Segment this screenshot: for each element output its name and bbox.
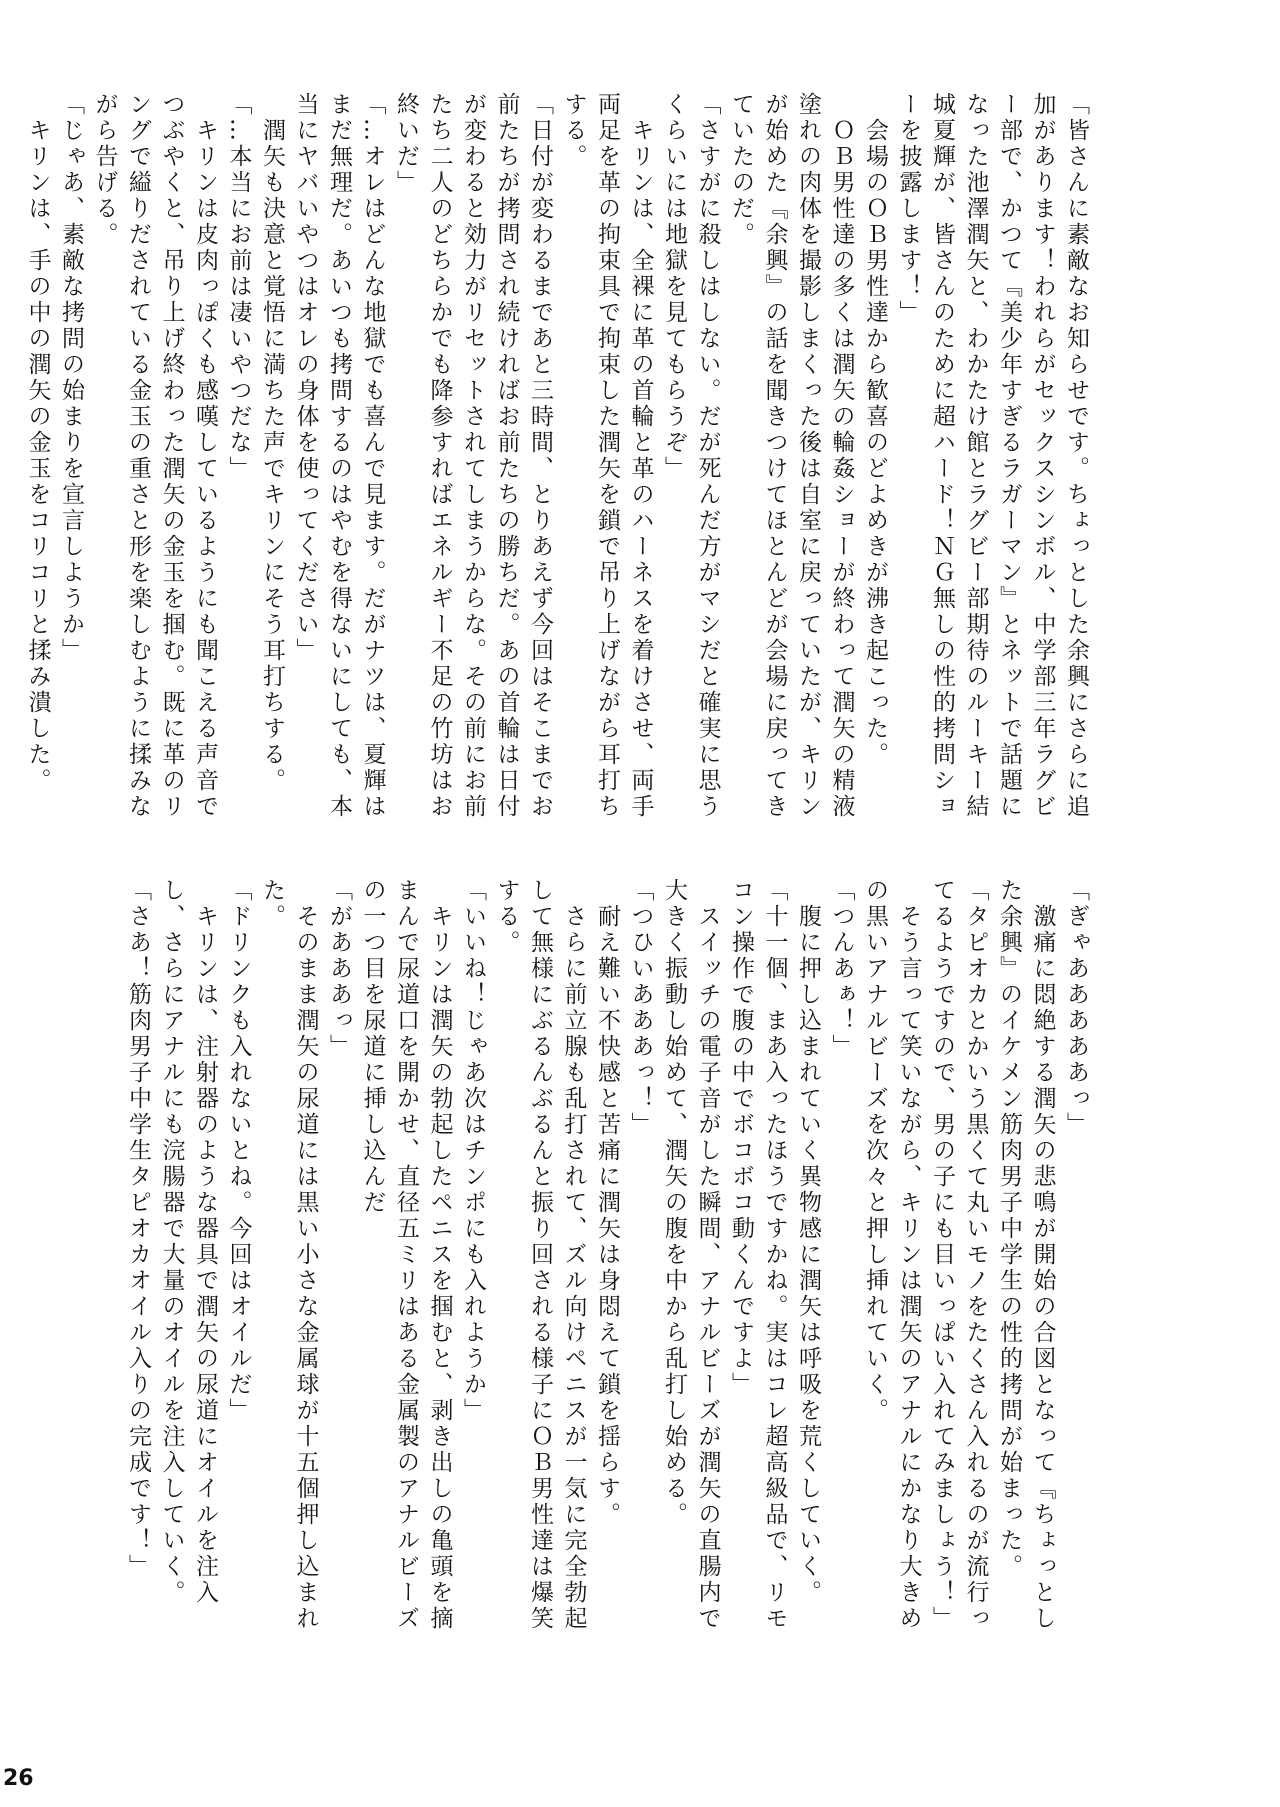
paragraph: 耐え難い不快感と苦痛に潤矢は身悶えて鎖を揺らす。 (594, 878, 620, 1528)
paragraph: さらに前立腺も乱打されて、ズル向けペニスが一気に完全勃起して無様にぶるんぶるんと振り回される様子にＯＢ男性達は爆笑する。 (493, 878, 587, 1632)
paragraph: キリンは潤矢の勃起したペニスを掴むと、剥き出しの亀頭を摘まんで尿道口を開かせ、直径五ミリはある金属製のアナルビーズの一つ目を尿道に挿し込んだ (359, 878, 453, 1632)
paragraph: 「つんあぁ！」 (828, 878, 855, 1060)
paragraph: 会場のＯＢ男性達から歓喜のどよめきが沸き起こった。 (862, 92, 888, 768)
paragraph: そのまま潤矢の尿道には黒い小さな金属球が十五個押し込まれた。 (259, 878, 319, 1632)
paragraph: そう言って笑いながら、キリンは潤矢のアナルにかなり大きめの黒いアナルビーズを次々と押し挿れていく。 (862, 878, 922, 1632)
paragraph: 「があああっ」 (326, 878, 352, 1060)
paragraph: 「じゃあ、素敵な拷問の始まりを宣言しようか」 (58, 92, 84, 664)
paragraph: 潤矢も決意と覚悟に満ちた声でキリンにそう耳打ちする。 (259, 92, 285, 794)
text-block-upper (24, 92, 1092, 827)
paragraph: 「ぎゃあああああっ」 (1063, 878, 1089, 1138)
paragraph: 「ドリンクも入れないとね。今回はオイルだ」 (225, 878, 252, 1424)
paragraph: スイッチの電子音がした瞬間、アナルビーズが潤矢の直腸内で大きく振動し始めて、潤矢の腹を中から乱打し始める。 (661, 878, 721, 1632)
paragraph: ＯＢ男性達の多くは潤矢の輪姦ショーが終わって潤矢の精液塗れの肉体を撮影しまくった後は自室に戻っていたが、キリンが始めた『余興』の話を聞きつけてほとんどが会場に戻ってきていたのだ。 (728, 92, 855, 820)
paragraph: 「皆さんに素敵なお知らせです。ちょっとした余興にさらに追加があります！われらがセックスシンボル、中学部三年ラグビー部で、かつて『美少年すぎるラガーマン』とネットで話題になった池澤潤矢と、わかたけ館とラグビー部期待のルーキー結城夏輝が、皆さんのために超ハード！ＮＧ無しの性的拷問ショーを披露します！」 (895, 92, 1089, 820)
paragraph: 「日付が変わるまであと三時間、とりあえず今回はそこまでお前たちが拷問され続ければお前たちの勝ちだ。あの首輪は日付が変わると効力がリセットされてしまうからな。その前にお前たち二人のどちらかでも降参すればエネルギー不足の竹坊はお終いだ」 (393, 92, 553, 820)
paragraph: 「十一個、まあ入ったほうですかね。実はコレ超高級品で、リモコン操作で腹の中でボコボコ動くんですよ」 (728, 878, 788, 1632)
page-number: 26 (3, 1766, 34, 1791)
paragraph: 「タピオカとかいう黒くて丸いモノをたくさん入れるのが流行ってるようですので、男の子にも目いっぱい入れてみましょう！」 (929, 878, 989, 1632)
paragraph: 「…本当にお前は凄いやつだな」 (225, 92, 252, 482)
paragraph: 「さあ！筋肉男子中学生タピオカオイル入りの完成です！」 (125, 878, 151, 1580)
paragraph: 「さすがに殺しはしない。だが死んだ方がマシだと確実に思うくらいには地獄を見てもらうぞ」 (661, 92, 721, 820)
paragraph: 「つひいあああっ！」 (627, 878, 654, 1138)
paragraph: 「…オレはどんな地獄でも喜んで見ます。だがナツは、夏輝はまだ無理だ。あいつも拷問するのはやむを得ないにしても、本当にヤバいやつはオレの身体を使ってください」 (292, 92, 386, 820)
text-block-lower (125, 878, 1092, 1648)
paragraph: キリンは、手の中の潤矢の金玉をコリコリと揉み潰した。 (24, 92, 51, 794)
paragraph: 激痛に悶絶する潤矢の悲鳴が開始の合図となって『ちょっとした余興』のイケメン筋肉男子中学生の性的拷問が始まった。 (996, 878, 1056, 1632)
paragraph: キリンは皮肉っぽくも感嘆しているようにも聞こえる声音でつぶやくと、吊り上げ終わった潤矢の金玉を掴む。既に革のリングで縊りだされている金玉の重さと形を楽しむように揉みながら告げる。 (91, 92, 218, 820)
paragraph: キリンは、注射器のような器具で潤矢の尿道にオイルを注入し、さらにアナルにも浣腸器で大量のオイルを注入していく。 (158, 878, 218, 1606)
paragraph: 腹に押し込まれていく異物感に潤矢は呼吸を荒くしていく。 (795, 878, 821, 1606)
paragraph: 「いいね！じゃあ次はチンポにも入れようか」 (460, 878, 486, 1424)
paragraph: キリンは、全裸に革の首輪と革のハーネスを着けさせ、両手両足を革の拘束具で拘束した潤矢を鎖で吊り上げながら耳打ちする。 (560, 92, 654, 820)
